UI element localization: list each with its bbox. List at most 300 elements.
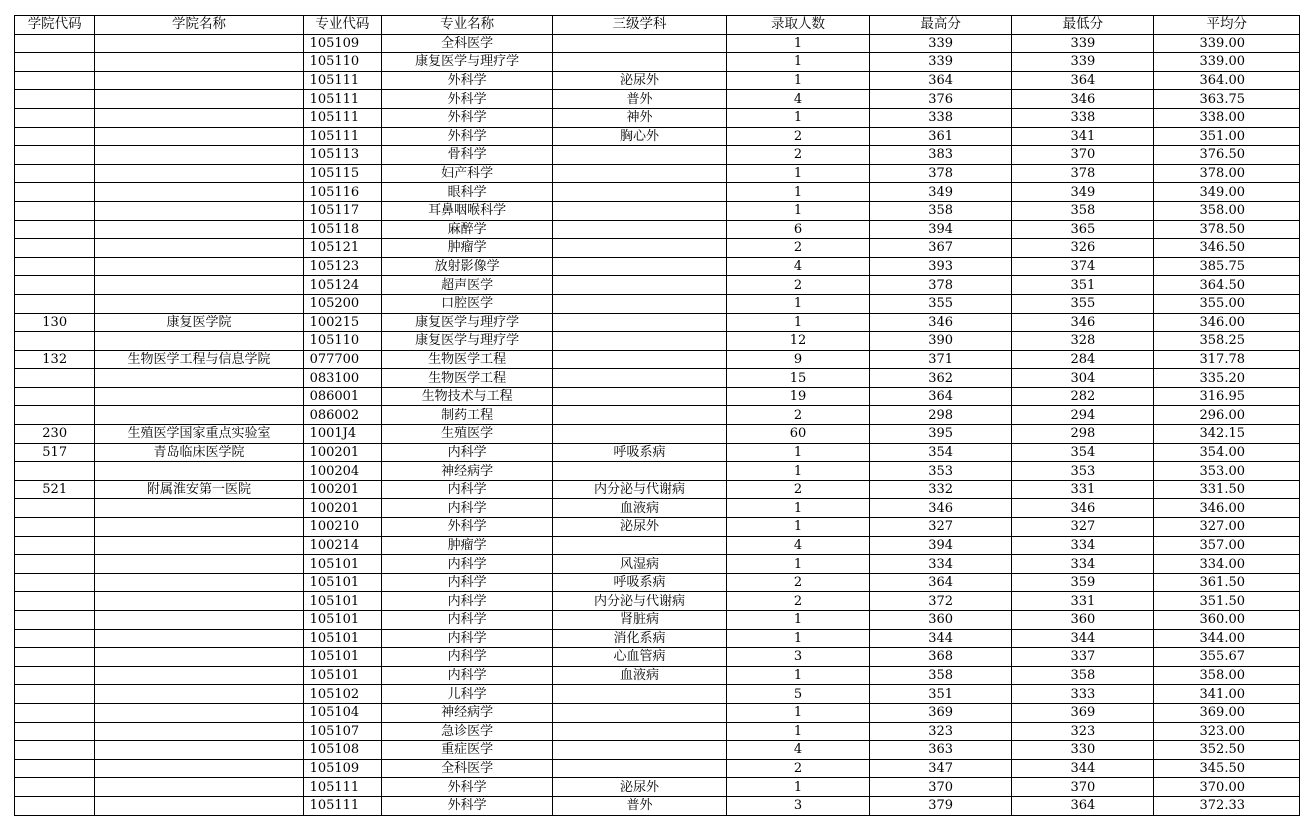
cell-sub-discipline: 呼吸系病 xyxy=(553,573,727,592)
cell-college-name: 生殖医学国家重点实验室 xyxy=(95,425,303,444)
cell-admitted-count: 1 xyxy=(726,443,869,462)
table-row xyxy=(15,685,1300,704)
cell-max-score: 358 xyxy=(870,666,1012,685)
cell-major-code: 100201 xyxy=(303,499,382,518)
cell-avg-score: 353.00 xyxy=(1154,462,1300,481)
cell-college-name xyxy=(95,332,303,351)
cell-min-score: 298 xyxy=(1012,425,1154,444)
cell-max-score: 364 xyxy=(870,573,1012,592)
cell-admitted-count: 15 xyxy=(726,369,869,388)
cell-avg-score: 334.00 xyxy=(1154,555,1300,574)
table-row xyxy=(15,127,1300,146)
cell-major-name: 内科学 xyxy=(382,648,553,667)
cell-college-name xyxy=(95,536,303,555)
cell-max-score: 378 xyxy=(870,276,1012,295)
cell-min-score: 304 xyxy=(1012,369,1154,388)
col-header-max-score: 最高分 xyxy=(870,16,1012,35)
cell-sub-discipline: 内分泌与代谢病 xyxy=(553,592,727,611)
cell-college-name xyxy=(95,573,303,592)
cell-major-name: 生殖医学 xyxy=(382,425,553,444)
cell-avg-score: 346.00 xyxy=(1154,313,1300,332)
cell-major-name: 制药工程 xyxy=(382,406,553,425)
cell-sub-discipline xyxy=(553,425,727,444)
table-row xyxy=(15,220,1300,239)
cell-sub-discipline xyxy=(553,369,727,388)
cell-max-score: 364 xyxy=(870,71,1012,90)
cell-college-code xyxy=(15,406,95,425)
cell-min-score: 323 xyxy=(1012,722,1154,741)
cell-college-code xyxy=(15,71,95,90)
cell-college-name xyxy=(95,127,303,146)
cell-min-score: 334 xyxy=(1012,555,1154,574)
cell-admitted-count: 2 xyxy=(726,276,869,295)
cell-major-code: 105111 xyxy=(303,796,382,815)
cell-college-name xyxy=(95,239,303,258)
cell-min-score: 337 xyxy=(1012,648,1154,667)
cell-major-name: 外科学 xyxy=(382,127,553,146)
cell-college-code xyxy=(15,462,95,481)
cell-major-code: 105124 xyxy=(303,276,382,295)
cell-min-score: 346 xyxy=(1012,90,1154,109)
cell-major-code: 105117 xyxy=(303,201,382,220)
cell-major-name: 儿科学 xyxy=(382,685,553,704)
cell-avg-score: 385.75 xyxy=(1154,257,1300,276)
cell-college-code xyxy=(15,536,95,555)
cell-max-score: 394 xyxy=(870,220,1012,239)
table-row xyxy=(15,499,1300,518)
cell-min-score: 294 xyxy=(1012,406,1154,425)
table-row xyxy=(15,350,1300,369)
cell-major-name: 全科医学 xyxy=(382,34,553,53)
cell-major-code: 083100 xyxy=(303,369,382,388)
table-row xyxy=(15,536,1300,555)
cell-avg-score: 341.00 xyxy=(1154,685,1300,704)
cell-avg-score: 354.00 xyxy=(1154,443,1300,462)
cell-max-score: 358 xyxy=(870,201,1012,220)
cell-max-score: 323 xyxy=(870,722,1012,741)
cell-min-score: 328 xyxy=(1012,332,1154,351)
cell-min-score: 344 xyxy=(1012,629,1154,648)
cell-college-code xyxy=(15,387,95,406)
cell-min-score: 282 xyxy=(1012,387,1154,406)
cell-admitted-count: 1 xyxy=(726,34,869,53)
cell-sub-discipline: 泌尿外 xyxy=(553,518,727,537)
cell-major-name: 超声医学 xyxy=(382,276,553,295)
cell-avg-score: 352.50 xyxy=(1154,741,1300,760)
cell-college-code: 132 xyxy=(15,350,95,369)
cell-admitted-count: 1 xyxy=(726,666,869,685)
cell-major-name: 肿瘤学 xyxy=(382,536,553,555)
cell-min-score: 333 xyxy=(1012,685,1154,704)
cell-avg-score: 342.15 xyxy=(1154,425,1300,444)
cell-avg-score: 351.50 xyxy=(1154,592,1300,611)
cell-max-score: 346 xyxy=(870,313,1012,332)
cell-max-score: 361 xyxy=(870,127,1012,146)
cell-major-code: 086001 xyxy=(303,387,382,406)
cell-major-name: 生物技术与工程 xyxy=(382,387,553,406)
table-row xyxy=(15,796,1300,815)
cell-major-code: 105111 xyxy=(303,90,382,109)
cell-max-score: 344 xyxy=(870,629,1012,648)
cell-college-name xyxy=(95,406,303,425)
cell-min-score: 346 xyxy=(1012,313,1154,332)
cell-admitted-count: 1 xyxy=(726,201,869,220)
cell-avg-score: 358.00 xyxy=(1154,201,1300,220)
cell-avg-score: 363.75 xyxy=(1154,90,1300,109)
table-row xyxy=(15,387,1300,406)
cell-sub-discipline xyxy=(553,183,727,202)
cell-major-code: 105101 xyxy=(303,555,382,574)
cell-college-code xyxy=(15,629,95,648)
cell-college-code xyxy=(15,573,95,592)
cell-sub-discipline: 消化系病 xyxy=(553,629,727,648)
cell-college-code xyxy=(15,741,95,760)
cell-admitted-count: 1 xyxy=(726,703,869,722)
cell-admitted-count: 2 xyxy=(726,592,869,611)
cell-major-name: 内科学 xyxy=(382,666,553,685)
cell-major-code: 100210 xyxy=(303,518,382,537)
table-row xyxy=(15,611,1300,630)
cell-max-score: 376 xyxy=(870,90,1012,109)
cell-avg-score: 316.95 xyxy=(1154,387,1300,406)
cell-min-score: 338 xyxy=(1012,108,1154,127)
col-header-major-code: 专业代码 xyxy=(303,16,382,35)
cell-major-name: 康复医学与理疗学 xyxy=(382,53,553,72)
table-row xyxy=(15,518,1300,537)
cell-min-score: 359 xyxy=(1012,573,1154,592)
cell-avg-score: 335.20 xyxy=(1154,369,1300,388)
cell-college-name xyxy=(95,685,303,704)
cell-college-name xyxy=(95,648,303,667)
cell-min-score: 334 xyxy=(1012,536,1154,555)
cell-sub-discipline: 心血管病 xyxy=(553,648,727,667)
cell-college-code xyxy=(15,34,95,53)
cell-min-score: 351 xyxy=(1012,276,1154,295)
col-header-college-name: 学院名称 xyxy=(95,16,303,35)
table-row xyxy=(15,257,1300,276)
cell-avg-score: 364.00 xyxy=(1154,71,1300,90)
cell-max-score: 378 xyxy=(870,164,1012,183)
cell-admitted-count: 1 xyxy=(726,629,869,648)
cell-admitted-count: 2 xyxy=(726,127,869,146)
cell-major-name: 外科学 xyxy=(382,71,553,90)
cell-major-name: 生物医学工程 xyxy=(382,369,553,388)
cell-college-name: 康复医学院 xyxy=(95,313,303,332)
cell-avg-score: 358.25 xyxy=(1154,332,1300,351)
cell-avg-score: 349.00 xyxy=(1154,183,1300,202)
cell-admitted-count: 1 xyxy=(726,53,869,72)
cell-admitted-count: 1 xyxy=(726,611,869,630)
cell-min-score: 378 xyxy=(1012,164,1154,183)
header-row xyxy=(15,16,1300,35)
cell-sub-discipline xyxy=(553,201,727,220)
cell-sub-discipline: 血液病 xyxy=(553,499,727,518)
cell-min-score: 374 xyxy=(1012,257,1154,276)
table-row xyxy=(15,629,1300,648)
cell-max-score: 363 xyxy=(870,741,1012,760)
cell-college-name xyxy=(95,34,303,53)
cell-major-code: 105104 xyxy=(303,703,382,722)
cell-max-score: 332 xyxy=(870,480,1012,499)
cell-college-name xyxy=(95,555,303,574)
col-header-major-name: 专业名称 xyxy=(382,16,553,35)
table-row xyxy=(15,294,1300,313)
cell-sub-discipline xyxy=(553,257,727,276)
cell-max-score: 355 xyxy=(870,294,1012,313)
cell-college-code xyxy=(15,108,95,127)
cell-admitted-count: 1 xyxy=(726,294,869,313)
cell-max-score: 339 xyxy=(870,34,1012,53)
admission-score-table xyxy=(14,15,1300,816)
cell-admitted-count: 1 xyxy=(726,518,869,537)
cell-admitted-count: 1 xyxy=(726,164,869,183)
cell-college-name xyxy=(95,722,303,741)
table-row xyxy=(15,759,1300,778)
cell-avg-score: 327.00 xyxy=(1154,518,1300,537)
cell-college-code xyxy=(15,778,95,797)
table-row xyxy=(15,666,1300,685)
cell-admitted-count: 4 xyxy=(726,257,869,276)
cell-avg-score: 338.00 xyxy=(1154,108,1300,127)
cell-admitted-count: 1 xyxy=(726,108,869,127)
cell-college-name xyxy=(95,741,303,760)
cell-max-score: 367 xyxy=(870,239,1012,258)
cell-avg-score: 317.78 xyxy=(1154,350,1300,369)
cell-sub-discipline xyxy=(553,294,727,313)
cell-major-code: 105110 xyxy=(303,332,382,351)
cell-college-name xyxy=(95,369,303,388)
cell-admitted-count: 5 xyxy=(726,685,869,704)
cell-admitted-count: 1 xyxy=(726,462,869,481)
cell-major-name: 重症医学 xyxy=(382,741,553,760)
table-row xyxy=(15,703,1300,722)
cell-major-code: 105107 xyxy=(303,722,382,741)
cell-sub-discipline xyxy=(553,703,727,722)
cell-max-score: 370 xyxy=(870,778,1012,797)
cell-sub-discipline xyxy=(553,462,727,481)
cell-avg-score: 378.00 xyxy=(1154,164,1300,183)
cell-max-score: 354 xyxy=(870,443,1012,462)
cell-min-score: 370 xyxy=(1012,778,1154,797)
cell-sub-discipline: 呼吸系病 xyxy=(553,443,727,462)
cell-college-name: 青岛临床医学院 xyxy=(95,443,303,462)
cell-sub-discipline: 血液病 xyxy=(553,666,727,685)
cell-avg-score: 351.00 xyxy=(1154,127,1300,146)
cell-max-score: 351 xyxy=(870,685,1012,704)
cell-major-code: 105111 xyxy=(303,108,382,127)
table-row xyxy=(15,406,1300,425)
cell-college-name xyxy=(95,462,303,481)
cell-college-name xyxy=(95,164,303,183)
cell-major-code: 105116 xyxy=(303,183,382,202)
cell-admitted-count: 1 xyxy=(726,499,869,518)
cell-max-score: 347 xyxy=(870,759,1012,778)
cell-major-name: 生物医学工程 xyxy=(382,350,553,369)
cell-avg-score: 355.67 xyxy=(1154,648,1300,667)
cell-major-name: 内科学 xyxy=(382,555,553,574)
cell-major-code: 1001J4 xyxy=(303,425,382,444)
cell-major-code: 100215 xyxy=(303,313,382,332)
cell-min-score: 364 xyxy=(1012,796,1154,815)
cell-college-code: 521 xyxy=(15,480,95,499)
cell-avg-score: 331.50 xyxy=(1154,480,1300,499)
table-row xyxy=(15,239,1300,258)
cell-sub-discipline xyxy=(553,332,727,351)
table-row xyxy=(15,778,1300,797)
cell-admitted-count: 12 xyxy=(726,332,869,351)
cell-college-name xyxy=(95,257,303,276)
cell-major-code: 105101 xyxy=(303,592,382,611)
cell-college-name xyxy=(95,53,303,72)
cell-admitted-count: 60 xyxy=(726,425,869,444)
cell-sub-discipline: 风湿病 xyxy=(553,555,727,574)
cell-major-name: 口腔医学 xyxy=(382,294,553,313)
cell-college-name xyxy=(95,703,303,722)
cell-major-name: 外科学 xyxy=(382,90,553,109)
cell-major-code: 105115 xyxy=(303,164,382,183)
cell-sub-discipline xyxy=(553,536,727,555)
cell-major-code: 105101 xyxy=(303,611,382,630)
cell-avg-score: 358.00 xyxy=(1154,666,1300,685)
cell-max-score: 369 xyxy=(870,703,1012,722)
cell-college-name xyxy=(95,518,303,537)
cell-major-name: 内科学 xyxy=(382,499,553,518)
cell-major-name: 外科学 xyxy=(382,796,553,815)
cell-sub-discipline: 泌尿外 xyxy=(553,778,727,797)
cell-major-code: 105102 xyxy=(303,685,382,704)
cell-avg-score: 357.00 xyxy=(1154,536,1300,555)
cell-college-code xyxy=(15,164,95,183)
cell-min-score: 349 xyxy=(1012,183,1154,202)
cell-college-name xyxy=(95,183,303,202)
cell-admitted-count: 4 xyxy=(726,741,869,760)
cell-college-code xyxy=(15,201,95,220)
cell-admitted-count: 1 xyxy=(726,71,869,90)
cell-min-score: 365 xyxy=(1012,220,1154,239)
cell-avg-score: 346.00 xyxy=(1154,499,1300,518)
cell-min-score: 331 xyxy=(1012,592,1154,611)
cell-sub-discipline: 普外 xyxy=(553,796,727,815)
cell-min-score: 330 xyxy=(1012,741,1154,760)
cell-sub-discipline xyxy=(553,722,727,741)
cell-major-name: 外科学 xyxy=(382,778,553,797)
cell-max-score: 372 xyxy=(870,592,1012,611)
cell-admitted-count: 1 xyxy=(726,555,869,574)
cell-college-name xyxy=(95,276,303,295)
cell-max-score: 362 xyxy=(870,369,1012,388)
cell-min-score: 358 xyxy=(1012,666,1154,685)
cell-sub-discipline: 内分泌与代谢病 xyxy=(553,480,727,499)
cell-sub-discipline xyxy=(553,34,727,53)
cell-major-code: 105113 xyxy=(303,146,382,165)
cell-major-name: 神经病学 xyxy=(382,703,553,722)
cell-sub-discipline: 胸心外 xyxy=(553,127,727,146)
table-row xyxy=(15,332,1300,351)
table-row xyxy=(15,480,1300,499)
cell-college-name xyxy=(95,796,303,815)
cell-max-score: 298 xyxy=(870,406,1012,425)
cell-college-code xyxy=(15,666,95,685)
cell-sub-discipline xyxy=(553,220,727,239)
cell-college-code xyxy=(15,183,95,202)
cell-max-score: 339 xyxy=(870,53,1012,72)
table-row xyxy=(15,108,1300,127)
cell-major-code: 105111 xyxy=(303,71,382,90)
cell-max-score: 327 xyxy=(870,518,1012,537)
cell-avg-score: 323.00 xyxy=(1154,722,1300,741)
cell-max-score: 353 xyxy=(870,462,1012,481)
cell-sub-discipline: 泌尿外 xyxy=(553,71,727,90)
cell-college-code xyxy=(15,369,95,388)
cell-admitted-count: 2 xyxy=(726,239,869,258)
cell-max-score: 338 xyxy=(870,108,1012,127)
cell-avg-score: 339.00 xyxy=(1154,34,1300,53)
cell-college-name xyxy=(95,294,303,313)
cell-major-name: 内科学 xyxy=(382,611,553,630)
cell-college-code xyxy=(15,90,95,109)
table-row xyxy=(15,369,1300,388)
cell-sub-discipline xyxy=(553,387,727,406)
table-row xyxy=(15,722,1300,741)
cell-min-score: 353 xyxy=(1012,462,1154,481)
cell-major-name: 眼科学 xyxy=(382,183,553,202)
cell-major-code: 105101 xyxy=(303,573,382,592)
cell-avg-score: 296.00 xyxy=(1154,406,1300,425)
cell-avg-score: 360.00 xyxy=(1154,611,1300,630)
cell-max-score: 383 xyxy=(870,146,1012,165)
cell-college-code xyxy=(15,294,95,313)
table-row xyxy=(15,146,1300,165)
cell-major-code: 105101 xyxy=(303,666,382,685)
cell-college-code xyxy=(15,276,95,295)
table-row xyxy=(15,425,1300,444)
cell-college-code xyxy=(15,518,95,537)
cell-major-code: 077700 xyxy=(303,350,382,369)
cell-sub-discipline: 普外 xyxy=(553,90,727,109)
cell-college-name xyxy=(95,499,303,518)
cell-avg-score: 344.00 xyxy=(1154,629,1300,648)
cell-college-code: 130 xyxy=(15,313,95,332)
cell-college-code xyxy=(15,611,95,630)
table-row xyxy=(15,53,1300,72)
cell-min-score: 326 xyxy=(1012,239,1154,258)
cell-avg-score: 378.50 xyxy=(1154,220,1300,239)
cell-major-name: 内科学 xyxy=(382,480,553,499)
cell-major-name: 外科学 xyxy=(382,518,553,537)
cell-college-code xyxy=(15,127,95,146)
table-row xyxy=(15,555,1300,574)
cell-avg-score: 346.50 xyxy=(1154,239,1300,258)
cell-major-code: 105110 xyxy=(303,53,382,72)
cell-major-name: 内科学 xyxy=(382,592,553,611)
cell-major-code: 100201 xyxy=(303,443,382,462)
cell-sub-discipline xyxy=(553,276,727,295)
cell-major-code: 105109 xyxy=(303,759,382,778)
cell-college-code: 230 xyxy=(15,425,95,444)
cell-sub-discipline: 肾脏病 xyxy=(553,611,727,630)
table-row xyxy=(15,313,1300,332)
col-header-avg-score: 平均分 xyxy=(1154,16,1300,35)
cell-sub-discipline xyxy=(553,350,727,369)
cell-admitted-count: 4 xyxy=(726,536,869,555)
cell-college-name xyxy=(95,201,303,220)
cell-major-name: 放射影像学 xyxy=(382,257,553,276)
cell-min-score: 360 xyxy=(1012,611,1154,630)
cell-sub-discipline xyxy=(553,146,727,165)
cell-admitted-count: 2 xyxy=(726,480,869,499)
cell-admitted-count: 1 xyxy=(726,183,869,202)
cell-admitted-count: 3 xyxy=(726,796,869,815)
